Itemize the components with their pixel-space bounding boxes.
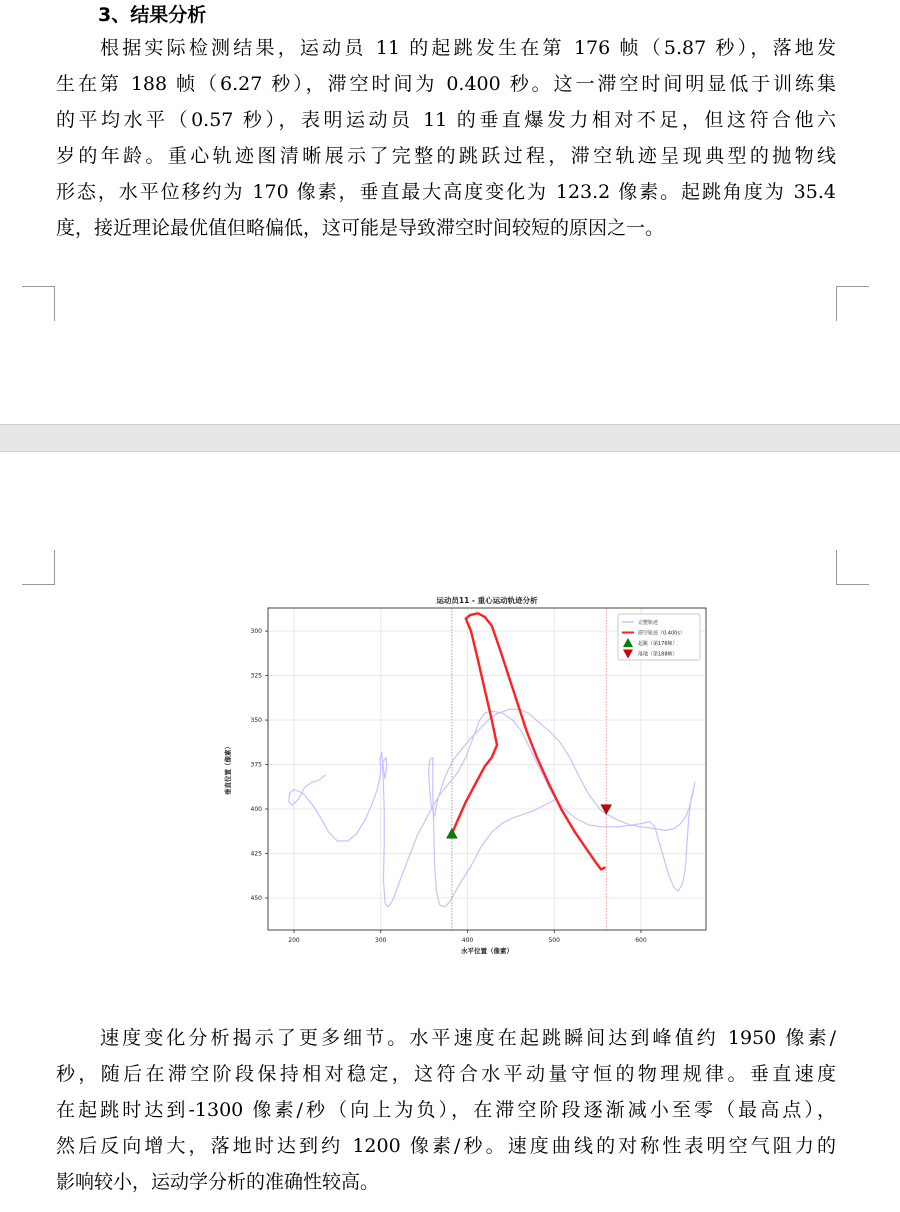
section-heading: 3、结果分析 xyxy=(98,4,207,26)
y-axis-label: 垂直位置（像素） xyxy=(224,743,232,795)
paragraph-line: 生在第 188 帧（6.27 秒），滞空时间为 0.400 秒。这一滞空时间明显低于训练集 xyxy=(56,73,836,95)
y-tick-label: 300 xyxy=(250,628,262,636)
y-tick-label: 400 xyxy=(250,806,262,814)
page-2 xyxy=(0,452,900,1212)
y-tick-label: 375 xyxy=(250,761,262,769)
page-corner-mark-left xyxy=(22,550,55,585)
page-corner-mark-left xyxy=(22,286,55,321)
x-tick-label: 400 xyxy=(461,937,474,944)
page-corner-mark-right xyxy=(836,550,869,585)
chart-title: 运动员11 - 重心运动轨迹分析 xyxy=(436,596,538,605)
x-tick-label: 200 xyxy=(288,937,300,944)
legend-label: 滞空轨迹（0.400s） xyxy=(638,630,685,637)
x-axis-label: 水平位置（像素） xyxy=(461,947,513,955)
paragraph-line: 在起跳时达到-1300 像素/秒（向上为负），在滞空阶段逐渐减小至零（最高点）， xyxy=(56,1099,836,1121)
paragraph-line: 影响较小，运动学分析的准确性较高。 xyxy=(56,1171,380,1193)
y-tick-label: 450 xyxy=(250,894,262,902)
y-tick-label: 350 xyxy=(250,717,262,725)
result-paragraph xyxy=(56,30,836,246)
x-tick-label: 500 xyxy=(548,937,560,944)
velocity-paragraph xyxy=(56,1020,836,1200)
x-tick-label: 600 xyxy=(635,937,647,944)
paragraph-line: 然后反向增大，落地时达到约 1200 像素/秒。速度曲线的对称性表明空气阻力的 xyxy=(56,1135,836,1157)
paragraph-line: 形态，水平位移约为 170 像素，垂直最大高度变化为 123.2 像素。起跳角度为 35.4 xyxy=(56,181,836,203)
y-tick-label: 425 xyxy=(250,850,262,858)
legend-label: 完整轨迹 xyxy=(638,620,659,626)
legend-label: 起跳（第176帧） xyxy=(638,641,678,647)
page-1 xyxy=(0,0,900,424)
paragraph-line: 的平均水平（0.57 秒），表明运动员 11 的垂直爆发力相对不足，但这符合他六 xyxy=(56,109,836,131)
paragraph-line: 秒，随后在滞空阶段保持相对稳定，这符合水平动量守恒的物理规律。垂直速度 xyxy=(56,1063,836,1085)
trajectory-chart-svg xyxy=(216,592,716,982)
page-corner-mark-right xyxy=(836,286,869,321)
paragraph-line: 根据实际检测结果，运动员 11 的起跳发生在第 176 帧（5.87 秒），落地发 xyxy=(100,37,836,59)
trajectory-chart xyxy=(216,592,716,982)
paragraph-line: 速度变化分析揭示了更多细节。水平速度在起跳瞬间达到峰值约 1950 像素/ xyxy=(100,1027,836,1049)
legend-label: 落地（第188帧） xyxy=(638,651,678,658)
paragraph-line: 岁的年龄。重心轨迹图清晰展示了完整的跳跃过程，滞空轨迹呈现典型的抛物线 xyxy=(56,145,836,167)
paragraph-line: 度，接近理论最优值但略偏低，这可能是导致滞空时间较短的原因之一。 xyxy=(56,217,665,239)
x-tick-label: 300 xyxy=(375,937,387,944)
page-gap xyxy=(0,424,900,452)
y-tick-label: 325 xyxy=(250,672,262,680)
